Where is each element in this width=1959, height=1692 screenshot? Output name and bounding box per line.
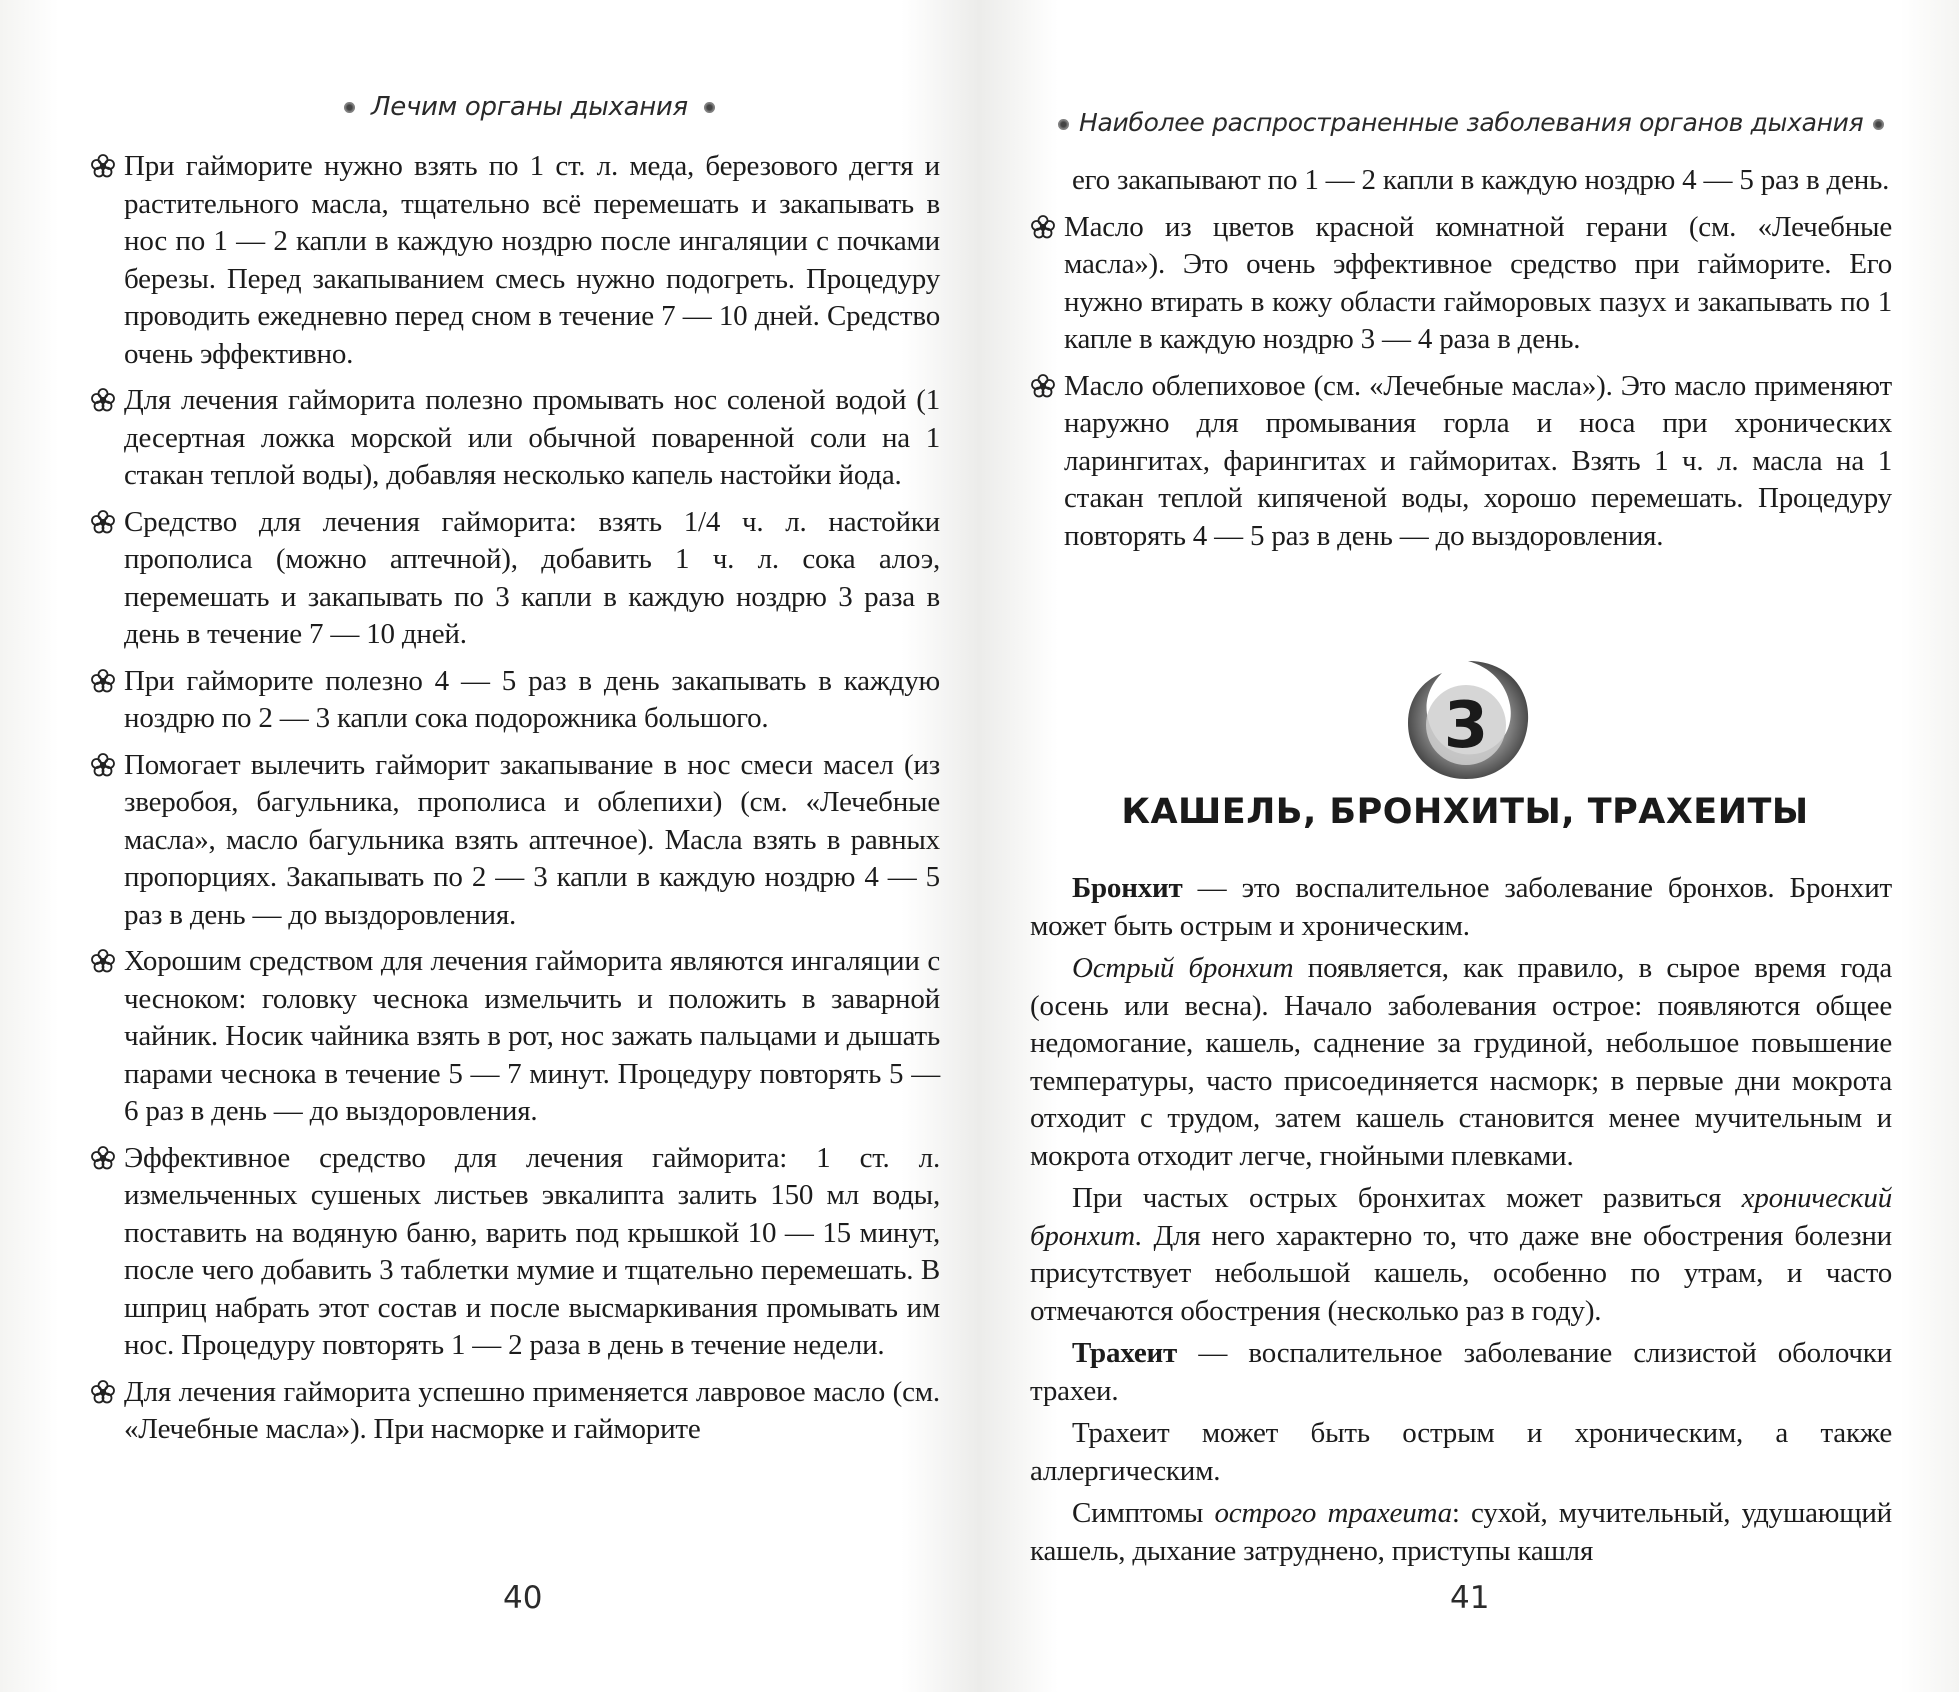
list-item bbox=[90, 148, 940, 373]
flower-bullet-icon bbox=[90, 948, 116, 974]
term-italic: острого трахеита bbox=[1214, 1497, 1452, 1529]
term-bold: Трахеит bbox=[1072, 1337, 1178, 1369]
paragraph-text: Для него характерно то, что даже вне обострения болезни присутствует небольшой кашель, особенно по утрам, и часто отмечаются обострения (несколько раз в году). bbox=[1030, 1219, 1892, 1327]
right-page bbox=[1030, 0, 1900, 1692]
flower-bullet-icon bbox=[90, 153, 116, 179]
list-item-text: Для лечения гайморита полезно промывать нос соленой водой (1 десертная ложка морской или обычной поваренной соли на 1 стакан теплой воды), добавляя несколько капель настойки йода. bbox=[124, 384, 940, 491]
list-item-text: Масло облепиховое (см. «Лечебные масла»). Это масло применяют наружно для промывания горла и носа при хронических ларингитах, фарингитах и гайморитах. Взять 1 ч. л. масла на 1 стакан теплой кипяченой воды, хорошо перемешать. Процедуру повторять 4 — 5 раз в день — до выздоровления. bbox=[1064, 369, 1892, 552]
paragraph-text-pre: При частых острых бронхитах может развиться bbox=[1072, 1182, 1742, 1214]
list-item-text: При гайморите нужно взять по 1 ст. л. меда, березового дегтя и растительного масла, тщательно всё перемешать и закапывать в нос по 1 — 2 капли в каждую ноздрю после ингаляции с почками березы. Перед закапыванием смесь нужно подогреть. Процедуру проводить ежедневно перед сном в течение 7 — 10 дней. Средство очень эффективно. bbox=[124, 150, 940, 370]
continuation-text: его закапывают по 1 — 2 капли в каждую ноздрю 4 — 5 раз в день. bbox=[1072, 164, 1890, 196]
list-item-text: Помогает вылечить гайморит закапывание в нос смеси масел (из зверобоя, багульника, прополиса и облепихи) (см. «Лечебные масла», масло багульника взять аптечное). Масла взять в равных пропорциях. Закапывать по 2 — 3 капли в каждую ноздрю 4 — 5 раз в день — до выздоровления. bbox=[124, 748, 940, 931]
right-body-text-lower bbox=[1030, 870, 1892, 1575]
right-running-head-text: Наиболее распространенные заболевания органов дыхания bbox=[1079, 108, 1864, 137]
bullet-dot-icon bbox=[344, 102, 355, 113]
flower-bullet-icon bbox=[90, 1145, 116, 1171]
list-item-text: Для лечения гайморита успешно применяется лавровое масло (см. «Лечебные масла»). При насморке и гайморите bbox=[124, 1375, 940, 1445]
paragraph-text: Трахеит может быть острым и хроническим, а также аллергическим. bbox=[1030, 1417, 1892, 1487]
term-italic: хронический бронхит. bbox=[1030, 1182, 1892, 1252]
list-item bbox=[90, 504, 940, 654]
list-item-text: Масло из цветов красной комнатной герани (см. «Лечебные масла»). Это очень эффективное средство при гайморите. Его нужно втирать в кожу области гайморовых пазух и закапывать по 1 капле в каждую ноздрю 3 — 4 раза в день. bbox=[1064, 210, 1892, 355]
flower-bullet-icon bbox=[1030, 373, 1056, 399]
bullet-dot-icon bbox=[704, 102, 715, 113]
bullet-dot-icon bbox=[1058, 119, 1069, 130]
term-bold: Бронхит bbox=[1072, 872, 1183, 904]
flower-bullet-icon bbox=[90, 752, 116, 778]
right-running-head bbox=[1058, 108, 1900, 137]
list-item bbox=[90, 943, 940, 1131]
flower-bullet-icon bbox=[90, 387, 116, 413]
list-item-text: Средство для лечения гайморита: взять 1/4 ч. л. настойки прополиса (можно аптечной), добавить 1 ч. л. сока алоэ, перемешать и закапывать по 3 капли в каждую ноздрю 3 раза в день в течение 7 — 10 дней. bbox=[124, 505, 940, 650]
chapter-title: КАШЕЛЬ, БРОНХИТЫ, ТРАХЕИТЫ bbox=[1121, 792, 1809, 832]
chapter-heading bbox=[1030, 655, 1892, 855]
list-item-text: Эффективное средство для лечения гайморита: 1 ст. л. измельченных сушеных листьев эвкалипта залить 150 мл воды, поставить на водяную баню, варить под крышкой 10 — 15 минут, после чего добавить 3 таблетки мумие и тщательно перемешать. В шприц набрать этот состав и после высмаркивания промывать им нос. Процедуру повторять 1 — 2 раза в день в течение недели. bbox=[124, 1141, 940, 1361]
bullet-dot-icon bbox=[1873, 119, 1884, 130]
term-italic: Острый бронхит bbox=[1072, 952, 1294, 984]
page-number: 40 bbox=[503, 1580, 543, 1616]
flower-bullet-icon bbox=[90, 509, 116, 535]
list-item bbox=[90, 747, 940, 935]
chapter-number-badge-icon bbox=[1398, 655, 1538, 785]
paragraph bbox=[1030, 1495, 1892, 1570]
left-body-text bbox=[90, 148, 940, 1458]
flower-bullet-icon bbox=[90, 1379, 116, 1405]
page-number: 41 bbox=[1450, 1580, 1490, 1616]
right-body-text-upper bbox=[1030, 162, 1892, 564]
list-item bbox=[90, 1140, 940, 1365]
paragraph bbox=[1030, 1415, 1892, 1490]
list-item-text: Хорошим средством для лечения гайморита являются ингаляции с чесноком: головку чеснока измельчить и положить в заварной чайник. Носик чайника взять в рот, нос зажать пальцами и дышать парами чеснока в течение 5 — 7 минут. Процедуру повторять 5 — 6 раз в день — до выздоровления. bbox=[124, 945, 940, 1127]
paragraph bbox=[1030, 950, 1892, 1175]
paragraph bbox=[1030, 1335, 1892, 1410]
paragraph bbox=[1030, 870, 1892, 945]
list-item bbox=[90, 663, 940, 738]
list-item-text: При гайморите полезно 4 — 5 раз в день закапывать в каждую ноздрю по 2 — 3 капли сока подорожника большого. bbox=[124, 664, 940, 734]
paragraph-text-pre: Симптомы bbox=[1072, 1497, 1215, 1529]
chapter-number: 3 bbox=[1443, 689, 1489, 763]
list-item bbox=[90, 1374, 940, 1449]
left-running-head-text: Лечим органы дыхания bbox=[371, 92, 688, 122]
paragraph-text: — воспалительное заболевание слизистой оболочки трахеи. bbox=[1030, 1337, 1892, 1407]
left-page bbox=[90, 0, 950, 1692]
left-running-head bbox=[328, 92, 731, 122]
paragraph-text: появляется, как правило, в сырое время года (осень или весна). Начало заболевания острое: появляются общее недомогание, кашель, саднение за грудиной, небольшое повышение температуры, часто присоединяется насморк; в первые дни мокрота отходит с трудом, затем кашель становится менее мучительным и мокрота отходит легче, гнойными плевками. bbox=[1030, 952, 1893, 1172]
paragraph-text: — это воспалительное заболевание бронхов. Бронхит может быть острым и хроническим. bbox=[1030, 872, 1892, 942]
flower-bullet-icon bbox=[90, 668, 116, 694]
list-item bbox=[90, 382, 940, 495]
paragraph-text: : сухой, мучительный, удушающий кашель, дыхание затруднено, приступы кашля bbox=[1030, 1497, 1892, 1567]
list-item bbox=[1030, 368, 1892, 556]
list-item bbox=[1030, 209, 1892, 359]
paragraph bbox=[1030, 1180, 1892, 1330]
flower-bullet-icon bbox=[1030, 214, 1056, 240]
